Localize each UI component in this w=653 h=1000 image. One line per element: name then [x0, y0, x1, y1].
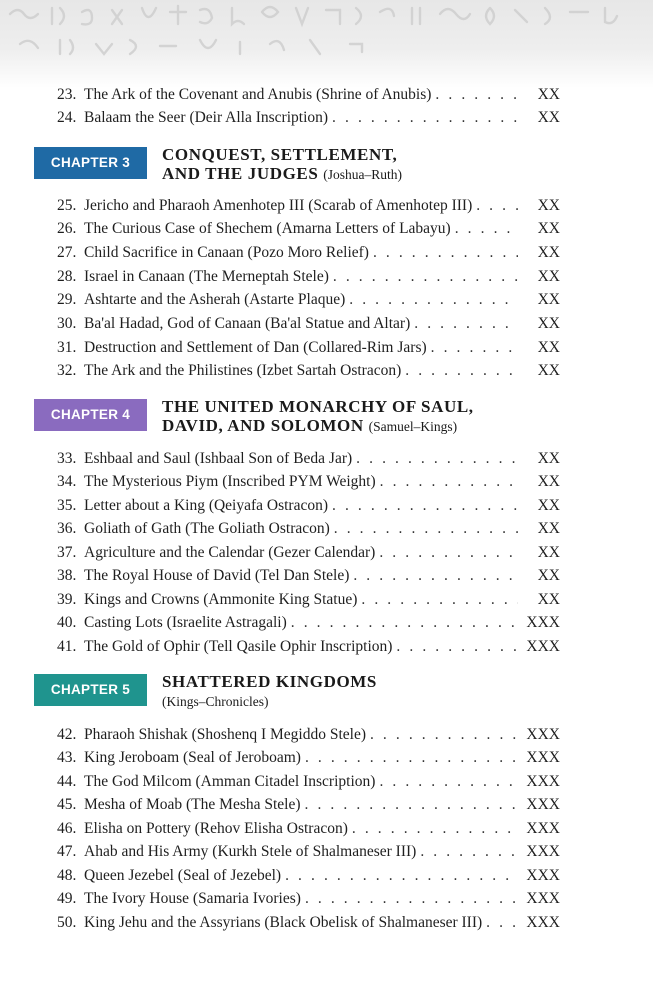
toc-entry: [57, 818, 560, 840]
entry-title: The Ark and the Philistines (Izbet Sartah Ostracon): [84, 362, 402, 379]
entry-page: XX: [537, 197, 560, 214]
entry-number: 44.: [57, 773, 77, 790]
entry-number: 36.: [57, 520, 77, 537]
entry-page: XXX: [526, 890, 560, 907]
toc-entry: [57, 565, 560, 587]
chapter-heading: [34, 397, 594, 437]
entry-page: XXX: [526, 843, 560, 860]
entry-page: XX: [537, 268, 560, 285]
entry-page: XX: [537, 473, 560, 490]
dot-leader: [405, 360, 518, 382]
entry-number: 39.: [57, 591, 77, 608]
toc-entry: [57, 242, 560, 264]
entry-number: 46.: [57, 820, 77, 837]
entry-page: XX: [537, 591, 560, 608]
toc-entry: [57, 218, 560, 240]
dot-leader: [332, 495, 518, 517]
entry-page: XX: [537, 520, 560, 537]
entry-page: XX: [537, 315, 560, 332]
toc-entry: [57, 518, 560, 540]
entry-title: Queen Jezebel (Seal of Jezebel): [84, 867, 282, 884]
toc-entry: [57, 589, 560, 611]
entry-title: Balaam the Seer (Deir Alla Inscription): [84, 109, 329, 126]
entry-page: XXX: [526, 914, 560, 931]
chapter-badge: CHAPTER 5: [34, 674, 147, 706]
toc-entry: [57, 448, 560, 470]
entry-page: XXX: [526, 638, 560, 655]
toc-entry: [57, 360, 560, 382]
chapter-title-line: [162, 164, 582, 184]
dot-leader: [476, 195, 518, 217]
entry-title: The Mysterious Piym (Inscribed PYM Weight): [84, 473, 376, 490]
entry-page: XXX: [526, 820, 560, 837]
entry-page: XXX: [526, 614, 560, 631]
entry-page: XX: [537, 220, 560, 237]
entry-number: 23.: [57, 86, 77, 103]
entry-title: The Royal House of David (Tel Dan Stele): [84, 567, 350, 584]
entry-title: King Jeroboam (Seal of Jeroboam): [84, 749, 301, 766]
entry-number: 32.: [57, 362, 77, 379]
entry-number: 50.: [57, 914, 77, 931]
toc-entry: [57, 724, 560, 746]
entry-number: 26.: [57, 220, 77, 237]
entry-number: 25.: [57, 197, 77, 214]
header-texture-band: [0, 0, 653, 88]
toc-entry: [57, 865, 560, 887]
chapter-title-text: AND THE JUDGES: [162, 164, 319, 183]
entry-title: The God Milcom (Amman Citadel Inscription): [84, 773, 376, 790]
entry-title: Letter about a King (Qeiyafa Ostracon): [84, 497, 329, 514]
entry-number: 49.: [57, 890, 77, 907]
entry-title: Agriculture and the Calendar (Gezer Calendar): [84, 544, 376, 561]
entry-page: XX: [537, 544, 560, 561]
entry-title: Ba'al Hadad, God of Canaan (Ba'al Statue and Altar): [84, 315, 411, 332]
chapter-title-line: CONQUEST, SETTLEMENT,: [162, 145, 398, 164]
entry-number: 29.: [57, 291, 77, 308]
chapter-title-text: DAVID, AND SOLOMON: [162, 416, 364, 435]
entry-title: Elisha on Pottery (Rehov Elisha Ostracon): [84, 820, 348, 837]
toc-entry: [57, 337, 560, 359]
entry-number: 47.: [57, 843, 77, 860]
entry-number: 31.: [57, 339, 77, 356]
entry-title: Ahab and His Army (Kurkh Stele of Shalmaneser III): [84, 843, 417, 860]
toc-entry: [57, 84, 560, 106]
entry-page: XX: [537, 291, 560, 308]
toc-entry: [57, 289, 560, 311]
chapter-heading: [34, 145, 594, 185]
entry-title: Kings and Crowns (Ammonite King Statue): [84, 591, 358, 608]
entry-number: 38.: [57, 567, 77, 584]
chapter-title: [162, 145, 582, 184]
entry-page: XXX: [526, 773, 560, 790]
entry-number: 45.: [57, 796, 77, 813]
dot-leader: [361, 589, 518, 611]
toc-entry: [57, 471, 560, 493]
entry-number: 48.: [57, 867, 77, 884]
toc-entry: [57, 841, 560, 863]
dot-leader: [305, 888, 518, 910]
dot-leader: [414, 313, 518, 335]
entry-title: Mesha of Moab (The Mesha Stele): [84, 796, 301, 813]
dot-leader: [379, 771, 518, 793]
chapter-books: (Kings–Chronicles): [162, 694, 269, 709]
dot-leader: [334, 518, 518, 540]
toc-entry: [57, 636, 560, 658]
chapter-badge: CHAPTER 3: [34, 147, 147, 179]
entry-page: XXX: [526, 726, 560, 743]
chapter-heading: [34, 672, 594, 712]
dot-leader: [380, 471, 518, 493]
dot-leader: [435, 84, 518, 106]
entry-title: Child Sacrifice in Canaan (Pozo Moro Relief): [84, 244, 369, 261]
entry-page: XXX: [526, 796, 560, 813]
dot-leader: [420, 841, 518, 863]
entry-number: 40.: [57, 614, 77, 631]
entry-number: 30.: [57, 315, 77, 332]
dot-leader: [431, 337, 518, 359]
dot-leader: [455, 218, 518, 240]
toc-entry: [57, 313, 560, 335]
toc-entry: [57, 794, 560, 816]
entry-title: The Gold of Ophir (Tell Qasile Ophir Inscription): [84, 638, 393, 655]
entry-page: XX: [537, 567, 560, 584]
entry-page: XX: [537, 362, 560, 379]
toc-entry: [57, 266, 560, 288]
toc-entry: [57, 612, 560, 634]
dot-leader: [349, 289, 518, 311]
entry-title: Casting Lots (Israelite Astragali): [84, 614, 287, 631]
entry-number: 35.: [57, 497, 77, 514]
dot-leader: [356, 448, 518, 470]
entry-title: Jericho and Pharaoh Amenhotep III (Scarab of Amenhotep III): [84, 197, 473, 214]
entry-page: XX: [537, 339, 560, 356]
chapter-title-line: [162, 691, 582, 711]
dot-leader: [305, 794, 518, 816]
entry-number: 43.: [57, 749, 77, 766]
entry-number: 37.: [57, 544, 77, 561]
chapter-title-line: SHATTERED KINGDOMS: [162, 672, 377, 691]
entry-number: 28.: [57, 268, 77, 285]
toc-entry: [57, 195, 560, 217]
handwritten-script-texture-icon: [0, 0, 653, 70]
toc-entry: [57, 495, 560, 517]
entry-page: XX: [537, 109, 560, 126]
entry-number: 27.: [57, 244, 77, 261]
entry-page: XX: [537, 450, 560, 467]
entry-title: Ashtarte and the Asherah (Astarte Plaque): [84, 291, 346, 308]
entry-page: XXX: [526, 749, 560, 766]
dot-leader: [396, 636, 518, 658]
toc-entry: [57, 771, 560, 793]
entry-title: The Curious Case of Shechem (Amarna Letters of Labayu): [84, 220, 451, 237]
entry-number: 34.: [57, 473, 77, 490]
entry-title: Pharaoh Shishak (Shoshenq I Megiddo Stele): [84, 726, 366, 743]
entry-title: The Ivory House (Samaria Ivories): [84, 890, 301, 907]
entry-title: The Ark of the Covenant and Anubis (Shrine of Anubis): [84, 86, 432, 103]
entry-page: XX: [537, 86, 560, 103]
dot-leader: [333, 266, 518, 288]
dot-leader: [332, 107, 518, 129]
toc-entry: [57, 747, 560, 769]
entry-number: 33.: [57, 450, 77, 467]
chapter-title-line: THE UNITED MONARCHY OF SAUL,: [162, 397, 474, 416]
dot-leader: [352, 818, 518, 840]
entry-title: Destruction and Settlement of Dan (Collared-Rim Jars): [84, 339, 427, 356]
dot-leader: [353, 565, 518, 587]
toc-entry: [57, 542, 560, 564]
chapter-books: (Joshua–Ruth): [323, 167, 403, 182]
dot-leader: [291, 612, 518, 634]
chapter-title-line: [162, 416, 582, 436]
toc-entry: [57, 912, 560, 934]
chapter-books: (Samuel–Kings): [368, 419, 458, 434]
dot-leader: [373, 242, 518, 264]
entry-title: Goliath of Gath (The Goliath Ostracon): [84, 520, 330, 537]
entry-number: 24.: [57, 109, 77, 126]
dot-leader: [285, 865, 518, 887]
dot-leader: [486, 912, 518, 934]
entry-page: XX: [537, 244, 560, 261]
toc-entry: [57, 888, 560, 910]
chapter-title: [162, 397, 582, 436]
entry-title: Israel in Canaan (The Merneptah Stele): [84, 268, 329, 285]
chapter-badge: CHAPTER 4: [34, 399, 147, 431]
entry-title: Eshbaal and Saul (Ishbaal Son of Beda Jar): [84, 450, 353, 467]
dot-leader: [305, 747, 518, 769]
toc-entry: [57, 107, 560, 129]
dot-leader: [370, 724, 518, 746]
entry-title: King Jehu and the Assyrians (Black Obelisk of Shalmaneser III): [84, 914, 483, 931]
entry-number: 41.: [57, 638, 77, 655]
entry-page: XXX: [526, 867, 560, 884]
entry-page: XX: [537, 497, 560, 514]
entry-number: 42.: [57, 726, 77, 743]
dot-leader: [379, 542, 518, 564]
chapter-title: [162, 672, 582, 711]
